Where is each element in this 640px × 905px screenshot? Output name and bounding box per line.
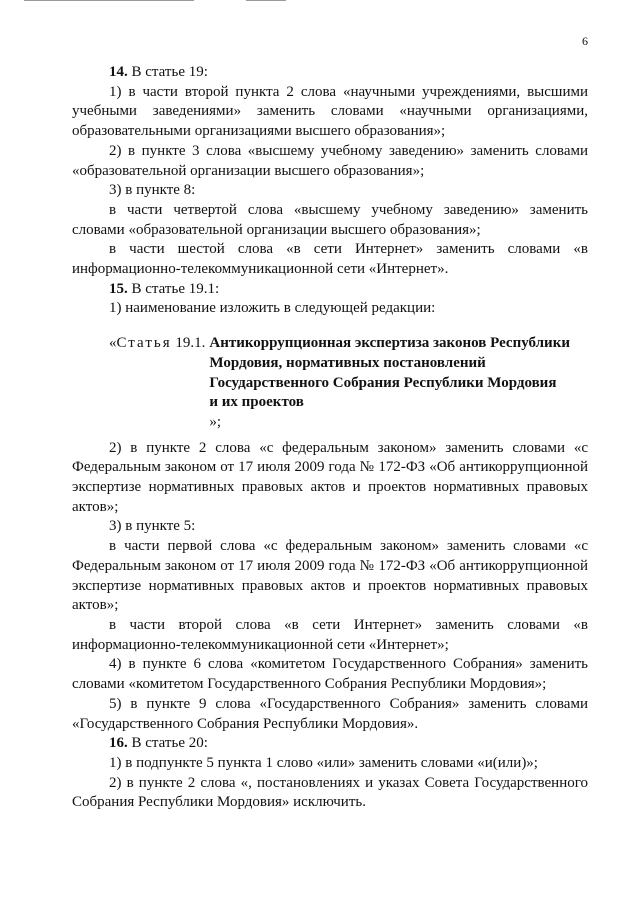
item-16-2: 2) в пункте 2 слова «, постановлениях и указах Совета Государственного Собрания Республики Мордовия» исключить. xyxy=(72,774,588,811)
item-14-2: 2) в пункте 3 слова «высшему учебному заведению» заменить словами «образовательной организации высшего образования»; xyxy=(72,142,588,179)
item-15-3: 3) в пункте 5: xyxy=(109,518,196,535)
document-body xyxy=(72,63,588,813)
item-15-3-part2: в части второй слова «в сети Интернет» заменить словами «в информационно-телекоммуникационной сети «Интернет»; xyxy=(72,616,588,653)
page-number: 6 xyxy=(582,34,588,48)
item-15-heading: 15. В статье 19.1: xyxy=(109,280,220,297)
scan-edge-line xyxy=(246,0,286,1)
item-15-4: 4) в пункте 6 слова «комитетом Государственного Собрания» заменить словами «комитетом Государственного Собрания Республики Мордовия»; xyxy=(72,656,588,693)
item-14-3-part6: в части шестой слова «в сети Интернет» заменить словами «в информационно-телекоммуникационной сети «Интернет». xyxy=(72,241,588,278)
article-heading xyxy=(72,334,588,433)
item-15-2: 2) в пункте 2 слова «с федеральным законом» заменить словами «с Федеральным законом от 17 июля 2009 года № 172-ФЗ «Об антикоррупционной экспертизе нормативных правовых актов и проектов нормативных правовых актов»; xyxy=(72,439,588,515)
item-15-3-part1: в части первой слова «с федеральным законом» заменить словами «с Федеральным законом от 17 июля 2009 года № 172-ФЗ «Об антикоррупционной экспертизе нормативных правовых актов и проектов нормативных правовых актов»; xyxy=(72,538,588,614)
scan-edge-line xyxy=(24,0,194,1)
item-15-1: 1) наименование изложить в следующей редакции: xyxy=(109,300,436,317)
item-14-1: 1) в части второй пункта 2 слова «научными учреждениями, высшими учебными заведениями» заменить словами «научными организациями, образовательными организациями высшего образования»; xyxy=(72,83,588,140)
item-14-3: 3) в пункте 8: xyxy=(109,182,196,199)
article-heading-prefix: «Статья 19.1. xyxy=(109,335,206,352)
item-15-5: 5) в пункте 9 слова «Государственного Собрания» заменить словами «Государственного Собрания Республики Мордовия». xyxy=(72,695,588,732)
item-14-heading: 14. В статье 19: xyxy=(109,64,208,80)
item-16-heading: 16. В статье 20: xyxy=(109,735,208,752)
item-16-1: 1) в подпункте 5 пункта 1 слово «или» заменить словами «и(или)»; xyxy=(109,754,538,771)
article-heading-title: Антикоррупционная экспертиза законов Республики Мордовия, нормативных постановлений Государственного Собрания Республики Мордовия и их проектов »; xyxy=(209,335,570,430)
item-14-3-part4: в части четвертой слова «высшему учебному заведению» заменить словами «образовательной организации высшего образования»; xyxy=(72,201,588,238)
